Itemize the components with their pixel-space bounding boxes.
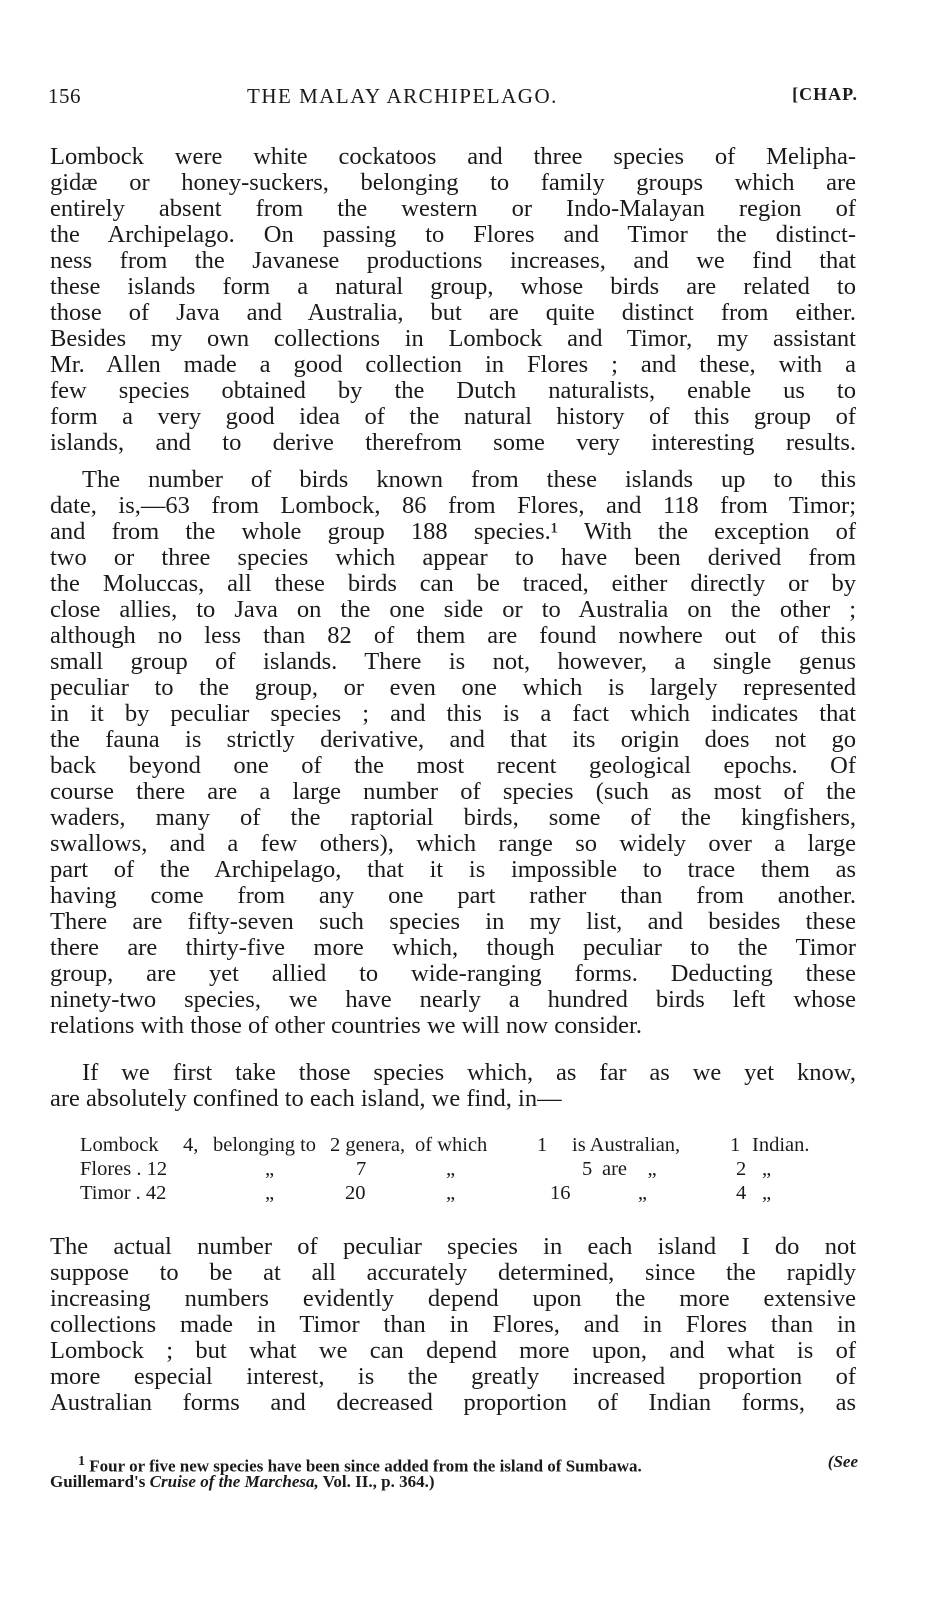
running-title: THE MALAY ARCHIPELAGO. [247, 84, 558, 108]
which-connector: „ [446, 1182, 456, 1204]
footnote-title: Cruise of the Marchesa, [149, 1472, 319, 1491]
footnote [50, 1452, 858, 1492]
species-table-row [80, 1181, 860, 1205]
text-line: Besides my own collections in Lombock and Timor, my assistant [50, 325, 856, 352]
footnote-reference: Vol. II., p. 364.) [322, 1472, 435, 1491]
genera-connector: belonging to [213, 1134, 317, 1156]
text-line: having come from any one part rather than from another. [50, 882, 856, 909]
text-line: peculiar to the group, or even one which is largely represented [50, 674, 856, 701]
species-count: 4, [183, 1134, 199, 1156]
text-line: form a very good idea of the natural history of this group of [50, 403, 856, 430]
text-line: few species obtained by the Dutch naturalists, enable us to [50, 377, 856, 404]
australian-count: 1 [537, 1134, 548, 1156]
text-line: the Moluccas, all these birds can be traced, either directly or by [50, 570, 856, 597]
text-line: relations with those of other countries we will now consider. [50, 1012, 642, 1039]
species-table-row [80, 1133, 860, 1157]
genera-count: 20 [345, 1182, 366, 1204]
indian-label: „ [762, 1158, 772, 1180]
text-line: more especial interest, is the greatly increased proportion of [50, 1363, 856, 1390]
text-line: ninety-two species, we have nearly a hundred birds left whose [50, 986, 856, 1013]
text-line: date, is,—63 from Lombock, 86 from Flores, and 118 from Timor; [50, 492, 856, 519]
genera-count: 2 genera, [330, 1134, 406, 1156]
text-line: although no less than 82 of them are found nowhere out of this [50, 622, 856, 649]
text-line: There are fifty-seven such species in my list, and besides these [50, 908, 856, 935]
text-line: course there are a large number of species (such as most of the [50, 778, 856, 805]
which-connector: of which [415, 1134, 488, 1156]
genera-count: 7 [356, 1158, 367, 1180]
text-line: increasing numbers evidently depend upon the more extensive [50, 1285, 856, 1312]
paragraph-4 [50, 1234, 856, 1416]
footnote-author: Guillemard's [50, 1472, 146, 1491]
text-line: the fauna is strictly derivative, and that its origin does not go [50, 726, 856, 753]
indian-label: „ [762, 1182, 772, 1204]
australian-count: 5 [582, 1158, 593, 1180]
text-line: the Archipelago. On passing to Flores and Timor the distinct- [50, 221, 856, 248]
text-line: close allies, to Java on the one side or to Australia on the other ; [50, 596, 856, 623]
text-line: islands, and to derive therefrom some very interesting results. [50, 429, 856, 456]
indian-count: 1 [730, 1134, 741, 1156]
page-number: 156 [48, 84, 81, 108]
text-line: entirely absent from the western or Indo-Malayan region of [50, 195, 856, 222]
text-line: are absolutely confined to each island, we find, in— [50, 1085, 562, 1112]
australian-label: are „ [602, 1158, 657, 1180]
text-line: group, are yet allied to wide-ranging forms. Deducting these [50, 960, 856, 987]
text-line: and from the whole group 188 species.¹ With the exception of [50, 518, 856, 545]
australian-label: „ [602, 1182, 647, 1204]
australian-label: is Australian, [572, 1134, 681, 1156]
genera-connector: „ [265, 1158, 275, 1180]
text-line: Lombock were white cockatoos and three species of Melipha- [50, 143, 856, 170]
chapter-mark: [CHAP. [792, 84, 858, 104]
page-header [48, 84, 858, 114]
text-line: The number of birds known from these islands up to this [82, 466, 856, 493]
species-table [80, 1133, 860, 1205]
text-line: there are thirty-five more which, though peculiar to the Timor [50, 934, 856, 961]
text-line: swallows, and a few others), which range so widely over a large [50, 830, 856, 857]
footnote-see: (See [827, 1452, 858, 1471]
indian-count: 2 [736, 1158, 747, 1180]
text-line: Lombock ; but what we can depend more upon, and what is of [50, 1337, 856, 1364]
text-line: gidæ or honey-suckers, belonging to family groups which are [50, 169, 856, 196]
text-line: two or three species which appear to have been derived from [50, 544, 856, 571]
text-line: Australian forms and decreased proportion of Indian forms, as [50, 1389, 856, 1416]
text-line: ness from the Javanese productions increases, and we find that [50, 247, 856, 274]
footnote-line-1 [50, 1452, 858, 1476]
text-line: those of Java and Australia, but are quite distinct from either. [50, 299, 856, 326]
text-line: collections made in Timor than in Flores, and in Flores than in [50, 1311, 856, 1338]
genera-connector: „ [265, 1182, 275, 1204]
australian-count: 16 [550, 1182, 571, 1204]
island-name: Flores . 12 [80, 1158, 168, 1180]
footnote-marker: 1 [78, 1454, 85, 1469]
text-line: part of the Archipelago, that it is impossible to trace them as [50, 856, 856, 883]
paragraph-2 [50, 467, 856, 1039]
island-name: Lombock [80, 1134, 159, 1156]
text-line: suppose to be at all accurately determined, since the rapidly [50, 1259, 856, 1286]
text-line: The actual number of peculiar species in each island I do not [50, 1233, 856, 1260]
text-line: If we first take those species which, as far as we yet know, [82, 1059, 856, 1086]
indian-count: 4 [736, 1182, 747, 1204]
paragraph-1 [50, 144, 856, 456]
footnote-text: Four or five new species have been since added from the island of Sumbawa. [89, 1456, 642, 1476]
species-table-row [80, 1157, 860, 1181]
text-line: these islands form a natural group, whose birds are related to [50, 273, 856, 300]
indian-label: Indian. [752, 1134, 810, 1156]
paragraph-3 [50, 1060, 856, 1112]
text-line: small group of islands. There is not, however, a single genus [50, 648, 856, 675]
text-line: Mr. Allen made a good collection in Flores ; and these, with a [50, 351, 856, 378]
which-connector: „ [446, 1158, 456, 1180]
text-line: waders, many of the raptorial birds, some of the kingfishers, [50, 804, 856, 831]
island-name: Timor . 42 [80, 1182, 167, 1204]
text-line: back beyond one of the most recent geological epochs. Of [50, 752, 856, 779]
text-line: in it by peculiar species ; and this is a fact which indicates that [50, 700, 856, 727]
